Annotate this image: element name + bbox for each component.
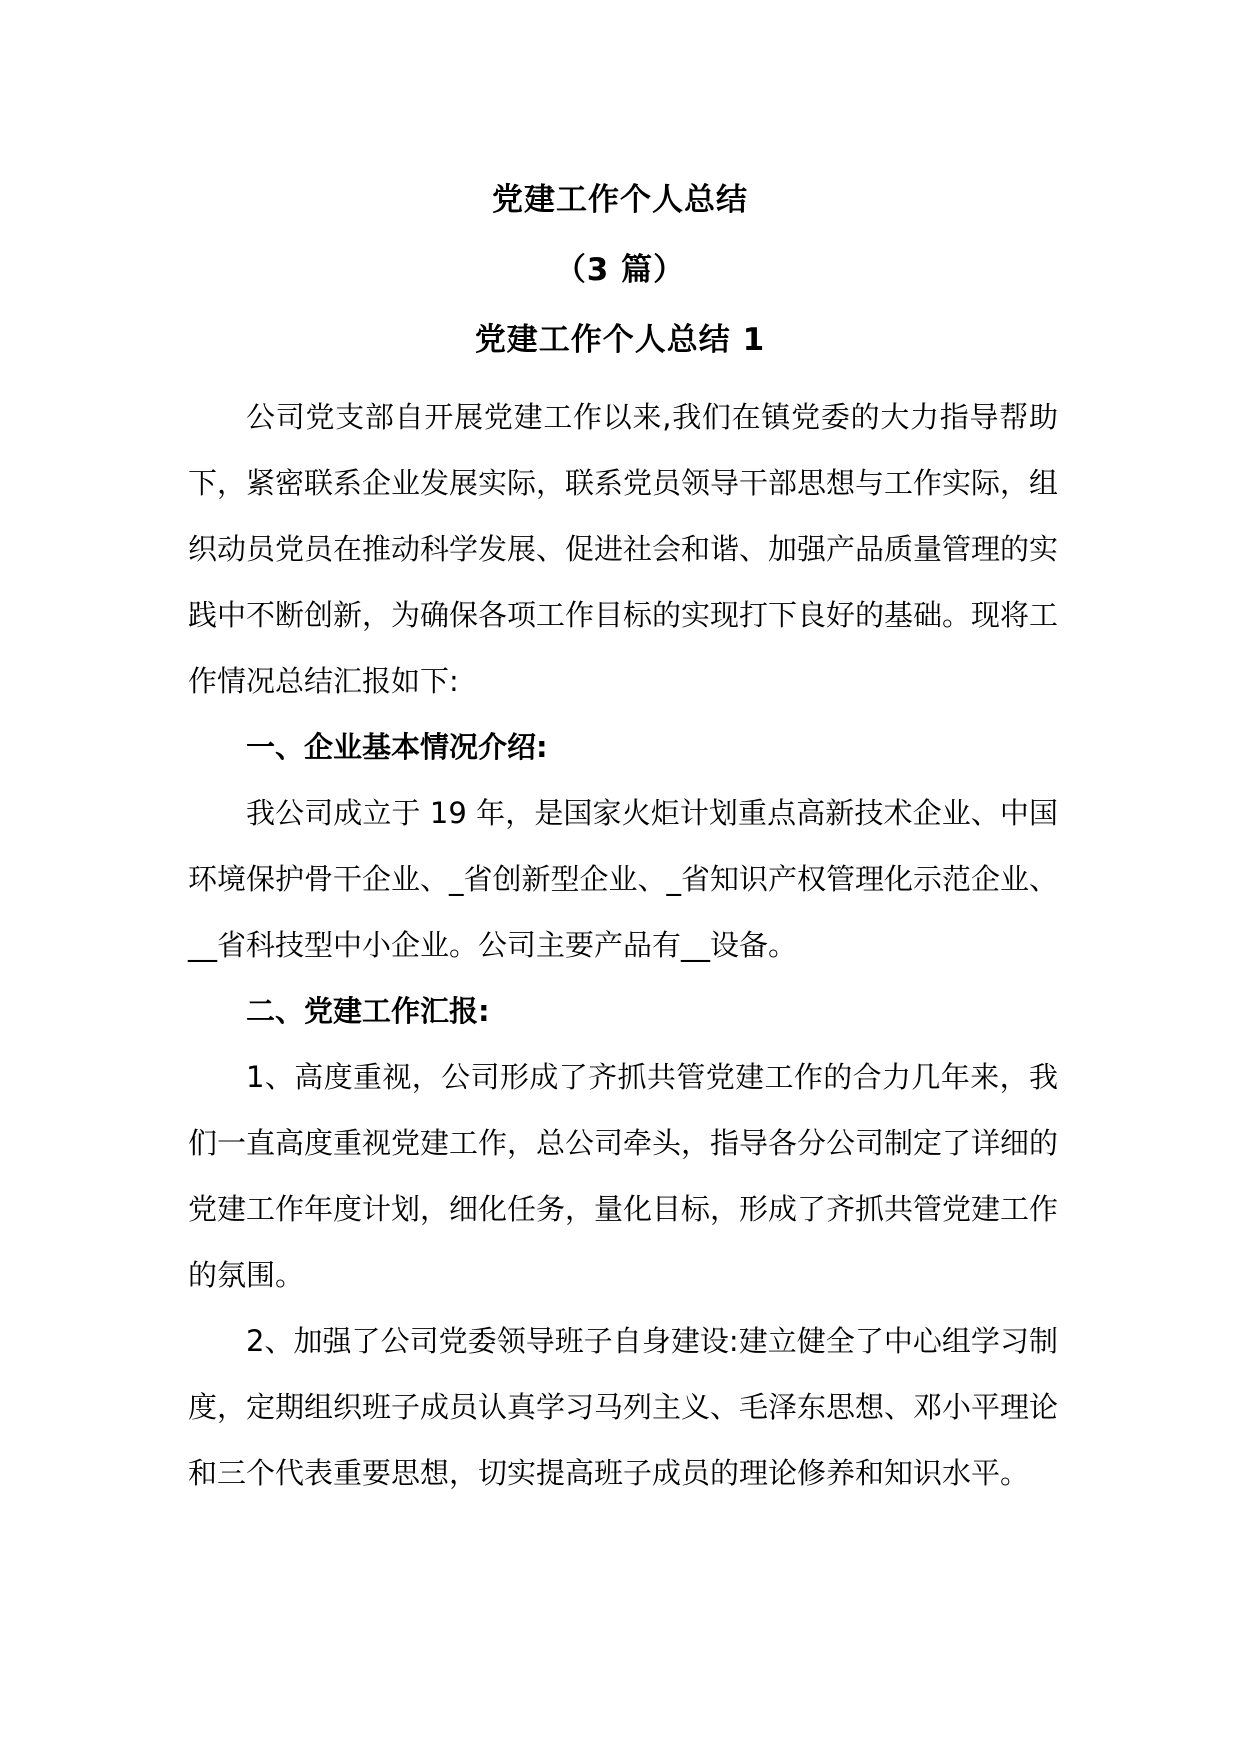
paragraph-item-1: 1、高度重视，公司形成了齐抓共管党建工作的合力几年来，我们一直高度重视党建工作，总公司牵头，指导各分公司制定了详细的党建工作年度计划，细化任务，量化目标，形成了齐抓共管党建工作的氛围。 xyxy=(188,1060,1059,1292)
heading-company-overview: 一、企业基本情况介绍: xyxy=(246,730,548,764)
paragraph-item-2: 2、加强了公司党委领导班子自身建设:建立健全了中心组学习制度，定期组织班子成员认真学习马列主义、毛泽东思想、邓小平理论和三个代表重要思想，切实提高班子成员的理论修养和知识水平。 xyxy=(188,1324,1059,1490)
section-title: 党建工作个人总结 1 xyxy=(474,322,766,358)
document-subtitle: （3 篇） xyxy=(554,252,686,288)
paragraph-company-overview: 我公司成立于 19 年，是国家火炬计划重点高新技术企业、中国环境保护骨干企业、_省创新型企业、_省知识产权管理化示范企业、__省科技型中小企业。公司主要产品有__设备。 xyxy=(188,796,1059,962)
document-body xyxy=(188,384,1058,1506)
heading-party-work-report: 二、党建工作汇报: xyxy=(246,994,490,1028)
document-title: 党建工作个人总结 xyxy=(492,182,748,218)
paragraph-intro: 公司党支部自开展党建工作以来,我们在镇党委的大力指导帮助下，紧密联系企业发展实际，联系党员领导干部思想与工作实际，组织动员党员在推动科学发展、促进社会和谐、加强产品质量管理的实践中不断创新，为确保各项工作目标的实现打下良好的基础。现将工作情况总结汇报如下: xyxy=(188,400,1059,698)
